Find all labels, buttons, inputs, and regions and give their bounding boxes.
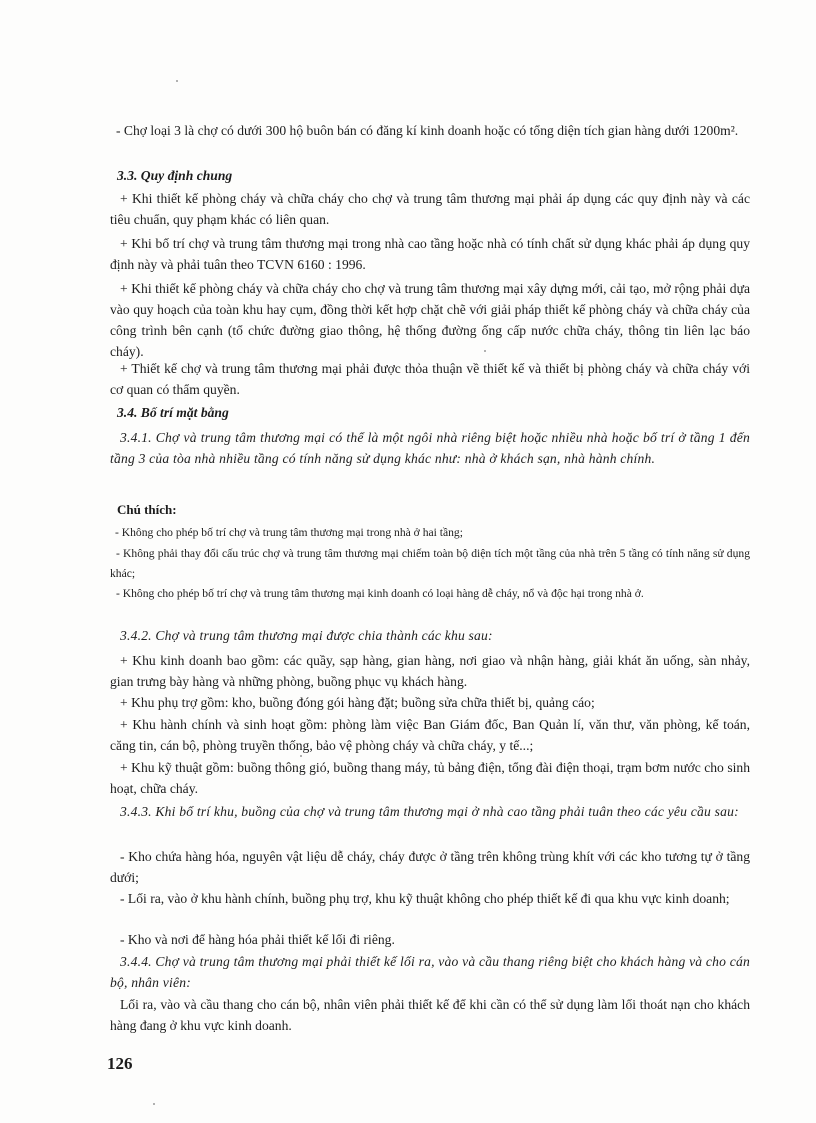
paragraph: - Chợ loại 3 là chợ có dưới 300 hộ buôn bán có đăng kí kinh doanh hoặc có tổng diện tích gian hàng dưới 1200m². <box>116 123 739 138</box>
paragraph: + Khu phụ trợ gồm: kho, buồng đóng gói hàng đặt; buồng sửa chữa thiết bị, quảng cáo; <box>120 695 595 710</box>
paragraph: + Khu hành chính và sinh hoạt gồm: phòng làm việc Ban Giám đốc, Ban Quản lí, văn thư, văn phòng, kế toán, căng tin, cán bộ, phòng truyền thống, bảo vệ phòng cháy và chữa cháy, y tế...; <box>110 717 750 753</box>
paragraph: - Lối ra, vào ở khu hành chính, buồng phụ trợ, khu kỹ thuật không cho phép thiết kế đi qua khu vực kinh doanh; <box>120 891 730 906</box>
note-item: - Không phải thay đổi cấu trúc chợ và trung tâm thương mại chiếm toàn bộ diện tích một tầng của nhà trên 5 tầng có tính năng sử dụng khác; <box>110 547 750 580</box>
note-item: - Không cho phép bố trí chợ và trung tâm thương mại kinh doanh có loại hàng dễ cháy, nổ và độc hại trong nhà ở. <box>116 587 644 600</box>
subsection-paragraph: 3.4.3. Khi bố trí khu, buồng của chợ và trung tâm thương mại ở nhà cao tầng phải tuân theo các yêu cầu sau: <box>120 804 739 819</box>
section-heading: 3.3. Quy định chung <box>117 168 233 183</box>
paragraph: + Khi bố trí chợ và trung tâm thương mại trong nhà cao tầng hoặc nhà có tính chất sử dụng khác phải áp dụng quy định này và phải tuân theo TCVN 6160 : 1996. <box>110 236 750 272</box>
paragraph: - Kho và nơi để hàng hóa phải thiết kế lối đi riêng. <box>120 932 395 947</box>
scan-speck <box>176 80 178 82</box>
paragraph: - Kho chứa hàng hóa, nguyên vật liệu dễ cháy, cháy được ở tầng trên không trùng khít với các kho tương tự ở tầng dưới; <box>110 849 750 885</box>
subsection-paragraph: 3.4.4. Chợ và trung tâm thương mại phải thiết kế lối ra, vào và cầu thang riêng biệt cho khách hàng và cho cán bộ, nhân viên: <box>110 954 750 990</box>
section-heading: 3.4. Bố trí mặt bằng <box>117 405 229 420</box>
note-item: - Không cho phép bố trí chợ và trung tâm thương mại trong nhà ở hai tầng; <box>115 526 463 539</box>
paragraph: + Khu kinh doanh bao gồm: các quầy, sạp hàng, gian hàng, nơi giao và nhận hàng, giải khát ăn uống, sàn nhảy, gian trưng bày hàng và những phòng, buồng phục vụ khách hàng. <box>110 653 750 689</box>
subsection-paragraph: 3.4.2. Chợ và trung tâm thương mại được chia thành các khu sau: <box>120 628 493 643</box>
subsection-paragraph: 3.4.1. Chợ và trung tâm thương mại có thể là một ngôi nhà riêng biệt hoặc nhiều nhà hoặc bố trí ở tầng 1 đến tầng 3 của tòa nhà nhiều tầng có tính năng sử dụng khác như: nhà ở khách sạn, nhà hành chính. <box>110 430 750 466</box>
note-heading: Chú thích: <box>117 502 177 517</box>
page-number: 126 <box>107 1054 133 1073</box>
paragraph: + Khu kỹ thuật gồm: buồng thông gió, buồng thang máy, tủ bảng điện, tổng đài điện thoại, trạm bơm nước cho sinh hoạt, chữa cháy. <box>110 760 750 796</box>
paragraph: + Khi thiết kế phòng cháy và chữa cháy cho chợ và trung tâm thương mại phải áp dụng các quy định này và các tiêu chuẩn, quy phạm khác có liên quan. <box>110 191 750 227</box>
paragraph: Lối ra, vào và cầu thang cho cán bộ, nhân viên phải thiết kế để khi cần có thể sử dụng làm lối thoát nạn cho khách hàng đang ở khu vực kinh doanh. <box>110 997 750 1033</box>
scan-speck <box>153 1103 155 1105</box>
paragraph: + Thiết kế chợ và trung tâm thương mại phải được thỏa thuận về thiết kế và thiết bị phòng cháy và chữa cháy với cơ quan có thẩm quyền. <box>110 361 750 397</box>
paragraph: + Khi thiết kế phòng cháy và chữa cháy cho chợ và trung tâm thương mại xây dựng mới, cải tạo, mở rộng phải dựa vào quy hoạch của toàn khu hay cụm, đồng thời kết hợp chặt chẽ với giải pháp thiết kế phòng cháy và chữa cháy của công trình bên cạnh (tổ chức đường giao thông, hệ thống đường ống cấp nước chữa cháy, thông tin liên lạc báo cháy). <box>110 281 750 359</box>
